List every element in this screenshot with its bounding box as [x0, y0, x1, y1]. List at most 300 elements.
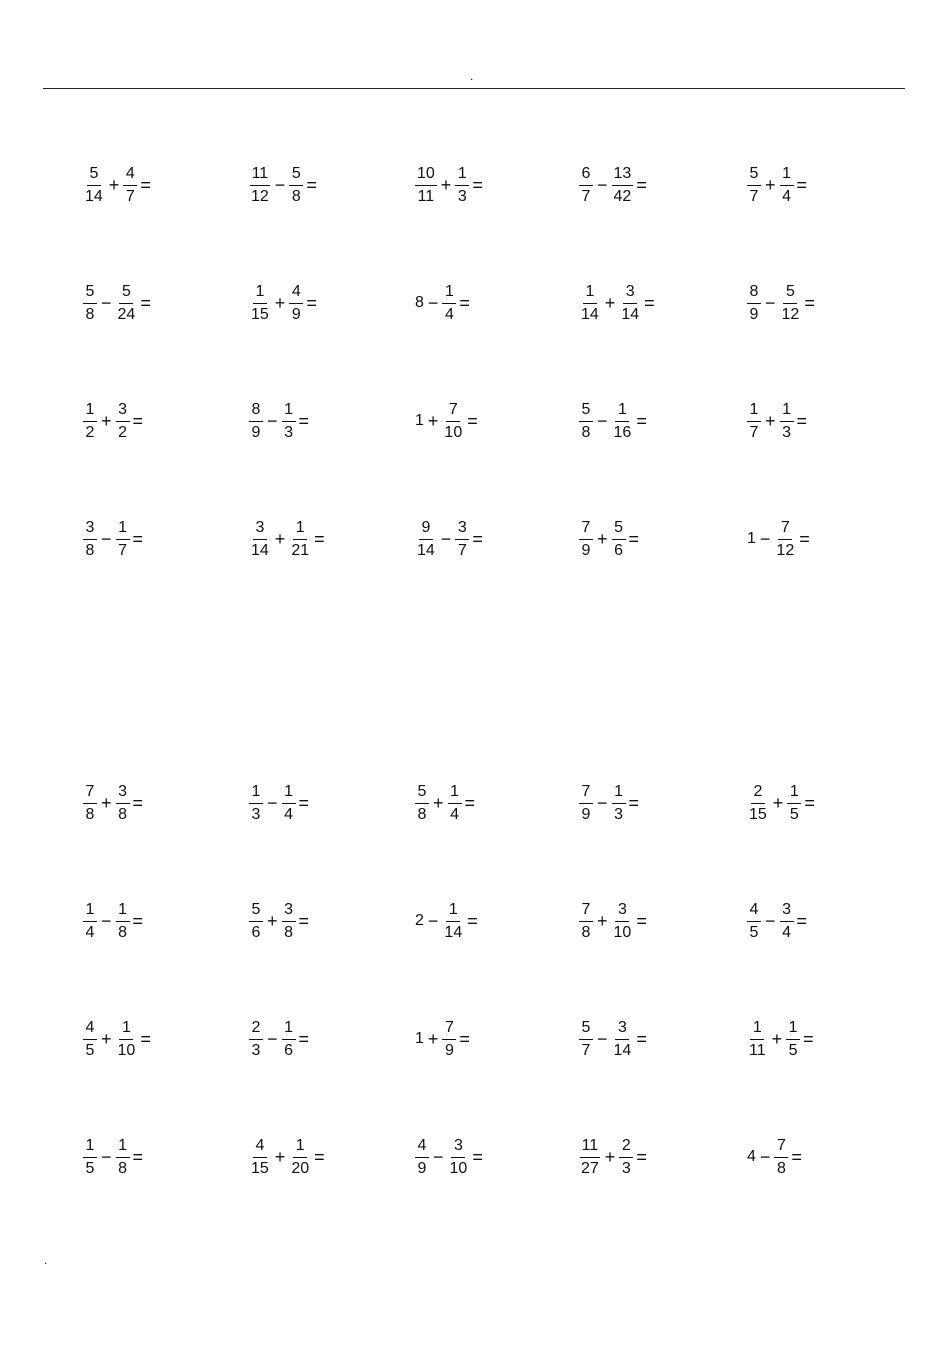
- fraction: [248, 401, 264, 442]
- equals-sign: =: [132, 528, 144, 549]
- fraction: [115, 401, 131, 442]
- problem-item: [248, 150, 317, 220]
- numerator: 3: [282, 901, 296, 922]
- equals-sign: =: [636, 910, 647, 931]
- operator: +: [597, 910, 608, 931]
- problem-item: [746, 268, 815, 338]
- fraction: [611, 901, 635, 942]
- numerator: 3: [780, 901, 794, 922]
- denominator: 8: [118, 805, 127, 823]
- problem-item: [746, 886, 807, 956]
- operator: +: [101, 792, 112, 813]
- fraction: [441, 401, 465, 442]
- fraction: [773, 519, 797, 560]
- fraction: [746, 901, 762, 942]
- numerator: 3: [116, 401, 130, 422]
- fraction: [578, 165, 594, 206]
- operator: +: [433, 792, 444, 813]
- problem-item: [746, 768, 815, 838]
- denominator: 5: [85, 1159, 95, 1177]
- equals-sign: =: [314, 1146, 325, 1167]
- problem-item: [248, 1004, 309, 1074]
- denominator: 14: [581, 305, 599, 323]
- numerator: 5: [783, 283, 797, 304]
- numerator: 1: [282, 401, 296, 422]
- denominator: 5: [789, 805, 799, 823]
- expression: [414, 519, 483, 560]
- fraction: [578, 901, 594, 942]
- equals-sign: =: [636, 1146, 647, 1167]
- fraction: [248, 1137, 272, 1178]
- numerator: 1: [282, 1019, 296, 1040]
- fraction: [611, 783, 627, 824]
- expression: [578, 401, 647, 442]
- expression: [578, 1137, 647, 1178]
- numerator: 1: [116, 1137, 130, 1158]
- problem-item: [746, 1004, 814, 1074]
- expression: [82, 1019, 151, 1060]
- problem-item: [578, 504, 639, 574]
- numerator: 2: [619, 1137, 633, 1158]
- numerator: 3: [455, 519, 469, 540]
- fraction: [122, 165, 138, 206]
- denominator: 7: [749, 423, 759, 441]
- denominator: 7: [457, 541, 467, 559]
- equals-sign: =: [796, 174, 808, 195]
- expression: [578, 783, 639, 824]
- operator: −: [597, 410, 608, 431]
- whole-number: 1: [415, 412, 424, 429]
- problem-item: [248, 268, 317, 338]
- problem-item: [578, 268, 655, 338]
- fraction: [454, 165, 470, 206]
- fraction: [115, 1137, 131, 1178]
- fraction: [618, 1137, 634, 1178]
- fraction: [746, 1019, 769, 1060]
- numerator: 3: [83, 519, 97, 540]
- operator: +: [274, 292, 286, 313]
- fraction: [779, 401, 795, 442]
- equals-sign: =: [796, 410, 808, 431]
- equals-sign: =: [306, 174, 317, 195]
- problem-row: [0, 386, 950, 504]
- whole-number: 1: [747, 530, 756, 547]
- expression: [414, 1019, 470, 1060]
- whole-number: 1: [415, 1030, 424, 1047]
- operator: +: [427, 410, 439, 431]
- problem-row: [0, 268, 950, 386]
- problem-row: [0, 768, 950, 886]
- fraction: [786, 783, 802, 824]
- expression: [248, 401, 309, 442]
- numerator: 3: [623, 283, 637, 304]
- denominator: 12: [251, 187, 269, 205]
- denominator: 15: [251, 305, 269, 323]
- problem-item: [248, 504, 325, 574]
- fraction: [248, 783, 264, 824]
- denominator: 10: [117, 1041, 136, 1059]
- problem-item: [82, 150, 151, 220]
- problem-item: [82, 386, 143, 456]
- equals-sign: =: [132, 910, 144, 931]
- fraction: [611, 401, 635, 442]
- problem-item: [82, 768, 143, 838]
- equals-sign: =: [799, 528, 810, 549]
- denominator: 4: [85, 923, 95, 941]
- denominator: 11: [417, 187, 435, 205]
- denominator: 9: [749, 305, 759, 323]
- expression: [82, 519, 143, 560]
- problem-row: [0, 150, 950, 268]
- whole-number: 4: [747, 1148, 756, 1165]
- numerator: 4: [253, 1137, 267, 1158]
- whole-number: 2: [415, 912, 424, 929]
- denominator: 9: [581, 541, 591, 559]
- fraction: [414, 783, 430, 824]
- expression: [248, 1137, 325, 1178]
- fraction: [578, 519, 594, 560]
- problem-item: [414, 886, 478, 956]
- denominator: 21: [291, 541, 310, 559]
- denominator: 8: [291, 187, 301, 205]
- fraction: [578, 401, 594, 442]
- fraction: [248, 519, 272, 560]
- numerator: 3: [451, 1137, 465, 1158]
- problem-row: [0, 504, 950, 622]
- fraction: [578, 1019, 594, 1060]
- denominator: 14: [417, 541, 435, 559]
- denominator: 9: [417, 1159, 427, 1177]
- problem-item: [414, 1004, 470, 1074]
- denominator: 14: [85, 187, 103, 205]
- denominator: 5: [788, 1041, 798, 1059]
- numerator: 1: [583, 283, 597, 304]
- expression: [414, 901, 478, 942]
- expression: [746, 519, 810, 560]
- problem-item: [248, 386, 309, 456]
- fraction: [746, 165, 762, 206]
- problem-item: [82, 1004, 151, 1074]
- denominator: 7: [125, 187, 135, 205]
- fraction: [281, 401, 297, 442]
- numerator: 11: [250, 165, 271, 186]
- expression: [578, 283, 655, 324]
- numerator: 8: [249, 401, 263, 422]
- numerator: 2: [751, 783, 765, 804]
- equals-sign: =: [803, 1028, 814, 1049]
- operator: +: [101, 410, 112, 431]
- expression: [82, 165, 151, 206]
- problem-grid-top: [0, 150, 950, 622]
- equals-sign: =: [804, 292, 815, 313]
- denominator: 9: [291, 305, 301, 323]
- equals-sign: =: [459, 292, 470, 313]
- numerator: 5: [83, 283, 97, 304]
- fraction: [248, 901, 264, 942]
- problem-item: [578, 1004, 647, 1074]
- denominator: 9: [581, 805, 591, 823]
- operator: −: [765, 910, 776, 931]
- denominator: 6: [284, 1041, 293, 1059]
- operator: −: [597, 792, 608, 813]
- equals-sign: =: [464, 792, 476, 813]
- fraction: [281, 1019, 297, 1060]
- numerator: 7: [579, 901, 593, 922]
- denominator: 2: [85, 423, 95, 441]
- expression: [746, 783, 815, 824]
- fraction: [773, 1137, 789, 1178]
- whole-number: 8: [415, 294, 424, 311]
- numerator: 4: [747, 901, 761, 922]
- numerator: 1: [249, 783, 263, 804]
- equals-sign: =: [472, 1146, 483, 1167]
- equals-sign: =: [298, 792, 310, 813]
- numerator: 1: [780, 165, 794, 186]
- operator: +: [604, 1146, 616, 1167]
- fraction: [115, 901, 131, 942]
- equals-sign: =: [467, 910, 478, 931]
- problem-item: [414, 268, 470, 338]
- operator: +: [765, 174, 776, 195]
- numerator: 1: [83, 401, 97, 422]
- expression: [746, 1019, 814, 1060]
- equals-sign: =: [791, 1146, 802, 1167]
- numerator: 7: [579, 519, 593, 540]
- denominator: 27: [581, 1159, 599, 1177]
- fraction: [115, 283, 139, 324]
- equals-sign: =: [298, 410, 310, 431]
- operator: −: [101, 292, 112, 313]
- denominator: 3: [251, 1041, 261, 1059]
- numerator: 1: [455, 165, 469, 186]
- operator: +: [427, 1028, 439, 1049]
- problem-item: [414, 768, 475, 838]
- expression: [746, 283, 815, 324]
- denominator: 12: [781, 305, 800, 323]
- fraction: [115, 519, 131, 560]
- expression: [746, 1137, 802, 1178]
- problem-item: [578, 1122, 647, 1192]
- denominator: 8: [581, 423, 591, 441]
- denominator: 14: [621, 305, 640, 323]
- equals-sign: =: [132, 792, 144, 813]
- equals-sign: =: [467, 410, 478, 431]
- numerator: 6: [579, 165, 593, 186]
- fraction: [115, 1019, 139, 1060]
- equals-sign: =: [804, 792, 815, 813]
- numerator: 1: [780, 401, 794, 422]
- numerator: 2: [249, 1019, 263, 1040]
- denominator: 12: [776, 541, 795, 559]
- numerator: 1: [750, 1019, 764, 1040]
- fraction: [447, 783, 463, 824]
- numerator: 1: [448, 783, 462, 804]
- numerator: 10: [415, 165, 437, 186]
- fraction: [248, 1019, 264, 1060]
- fraction: [611, 165, 635, 206]
- numerator: 1: [747, 401, 761, 422]
- expression: [248, 165, 317, 206]
- denominator: 6: [251, 923, 261, 941]
- equals-sign: =: [132, 410, 144, 431]
- expression: [82, 901, 143, 942]
- operator: +: [267, 910, 278, 931]
- operator: +: [771, 1028, 783, 1049]
- denominator: 4: [450, 805, 459, 823]
- expression: [578, 165, 647, 206]
- numerator: 1: [83, 1137, 97, 1158]
- numerator: 5: [289, 165, 303, 186]
- numerator: 11: [580, 1137, 601, 1158]
- denominator: 14: [444, 923, 463, 941]
- numerator: 1: [293, 519, 307, 540]
- numerator: 3: [615, 1019, 629, 1040]
- operator: −: [267, 1028, 278, 1049]
- denominator: 8: [85, 305, 95, 323]
- operator: +: [108, 174, 120, 195]
- fraction: [281, 783, 297, 824]
- numerator: 4: [83, 1019, 97, 1040]
- problem-item: [82, 886, 143, 956]
- equals-sign: =: [472, 174, 483, 195]
- numerator: 1: [253, 283, 267, 304]
- numerator: 5: [87, 165, 101, 186]
- equals-sign: =: [636, 1028, 647, 1049]
- denominator: 8: [85, 541, 95, 559]
- fraction: [82, 283, 98, 324]
- denominator: 14: [613, 1041, 632, 1059]
- operator: +: [274, 528, 286, 549]
- fraction: [578, 283, 602, 324]
- denominator: 6: [614, 541, 623, 559]
- denominator: 3: [251, 805, 261, 823]
- numerator: 7: [579, 783, 593, 804]
- problem-item: [248, 768, 309, 838]
- fraction: [414, 165, 438, 206]
- equals-sign: =: [472, 528, 483, 549]
- numerator: 1: [612, 783, 626, 804]
- equals-sign: =: [636, 174, 647, 195]
- expression: [248, 283, 317, 324]
- problem-grid-bottom: [0, 768, 950, 1240]
- expression: [414, 1137, 483, 1178]
- operator: +: [597, 528, 608, 549]
- expression: [248, 519, 325, 560]
- operator: −: [759, 1146, 771, 1167]
- expression: [248, 783, 309, 824]
- operator: −: [433, 1146, 444, 1167]
- denominator: 4: [782, 923, 791, 941]
- expression: [414, 783, 475, 824]
- problem-item: [248, 886, 309, 956]
- problem-item: [578, 386, 647, 456]
- operator: −: [597, 1028, 608, 1049]
- fraction: [578, 783, 594, 824]
- numerator: 7: [774, 1137, 788, 1158]
- numerator: 7: [778, 519, 792, 540]
- footer-mark: .: [44, 1253, 48, 1267]
- expression: [82, 401, 143, 442]
- fraction: [779, 901, 795, 942]
- problem-item: [414, 386, 478, 456]
- operator: −: [597, 174, 608, 195]
- operator: +: [101, 1028, 112, 1049]
- problem-item: [746, 386, 807, 456]
- problem-row: [0, 1004, 950, 1122]
- numerator: 1: [116, 519, 130, 540]
- numerator: 1: [442, 283, 456, 304]
- denominator: 10: [444, 423, 463, 441]
- fraction: [441, 1019, 457, 1060]
- denominator: 5: [749, 923, 759, 941]
- numerator: 7: [446, 401, 460, 422]
- fraction: [288, 283, 304, 324]
- fraction: [288, 519, 312, 560]
- expression: [578, 901, 647, 942]
- fraction: [454, 519, 470, 560]
- denominator: 5: [85, 1041, 95, 1059]
- expression: [414, 165, 483, 206]
- problem-row: [0, 886, 950, 1004]
- fraction: [82, 783, 98, 824]
- problem-row: [0, 1122, 950, 1240]
- problem-item: [82, 268, 151, 338]
- operator: +: [440, 174, 452, 195]
- operator: +: [765, 410, 776, 431]
- equals-sign: =: [636, 410, 647, 431]
- fraction: [578, 1137, 602, 1178]
- equals-sign: =: [140, 174, 151, 195]
- expression: [746, 401, 807, 442]
- denominator: 4: [284, 805, 293, 823]
- fraction: [82, 901, 98, 942]
- numerator: 13: [612, 165, 634, 186]
- equals-sign: =: [459, 1028, 470, 1049]
- operator: −: [765, 292, 776, 313]
- denominator: 42: [613, 187, 632, 205]
- operator: −: [267, 792, 278, 813]
- denominator: 16: [613, 423, 632, 441]
- denominator: 8: [85, 805, 95, 823]
- operator: −: [440, 528, 452, 549]
- header-mark: .: [470, 69, 474, 83]
- denominator: 4: [782, 187, 791, 205]
- operator: −: [759, 528, 771, 549]
- denominator: 3: [284, 423, 293, 441]
- equals-sign: =: [306, 292, 317, 313]
- fraction: [746, 401, 762, 442]
- operator: −: [101, 1146, 112, 1167]
- fraction: [82, 519, 98, 560]
- denominator: 8: [118, 1159, 127, 1177]
- operator: −: [101, 528, 112, 549]
- fraction: [618, 283, 642, 324]
- operator: −: [101, 910, 112, 931]
- numerator: 5: [612, 519, 626, 540]
- fraction: [248, 283, 272, 324]
- fraction: [414, 519, 438, 560]
- denominator: 9: [251, 423, 261, 441]
- operator: +: [772, 792, 784, 813]
- denominator: 3: [614, 805, 623, 823]
- numerator: 7: [442, 1019, 456, 1040]
- problem-item: [578, 150, 647, 220]
- numerator: 5: [119, 283, 133, 304]
- equals-sign: =: [140, 1028, 151, 1049]
- expression: [578, 1019, 647, 1060]
- equals-sign: =: [298, 1028, 310, 1049]
- expression: [414, 283, 470, 324]
